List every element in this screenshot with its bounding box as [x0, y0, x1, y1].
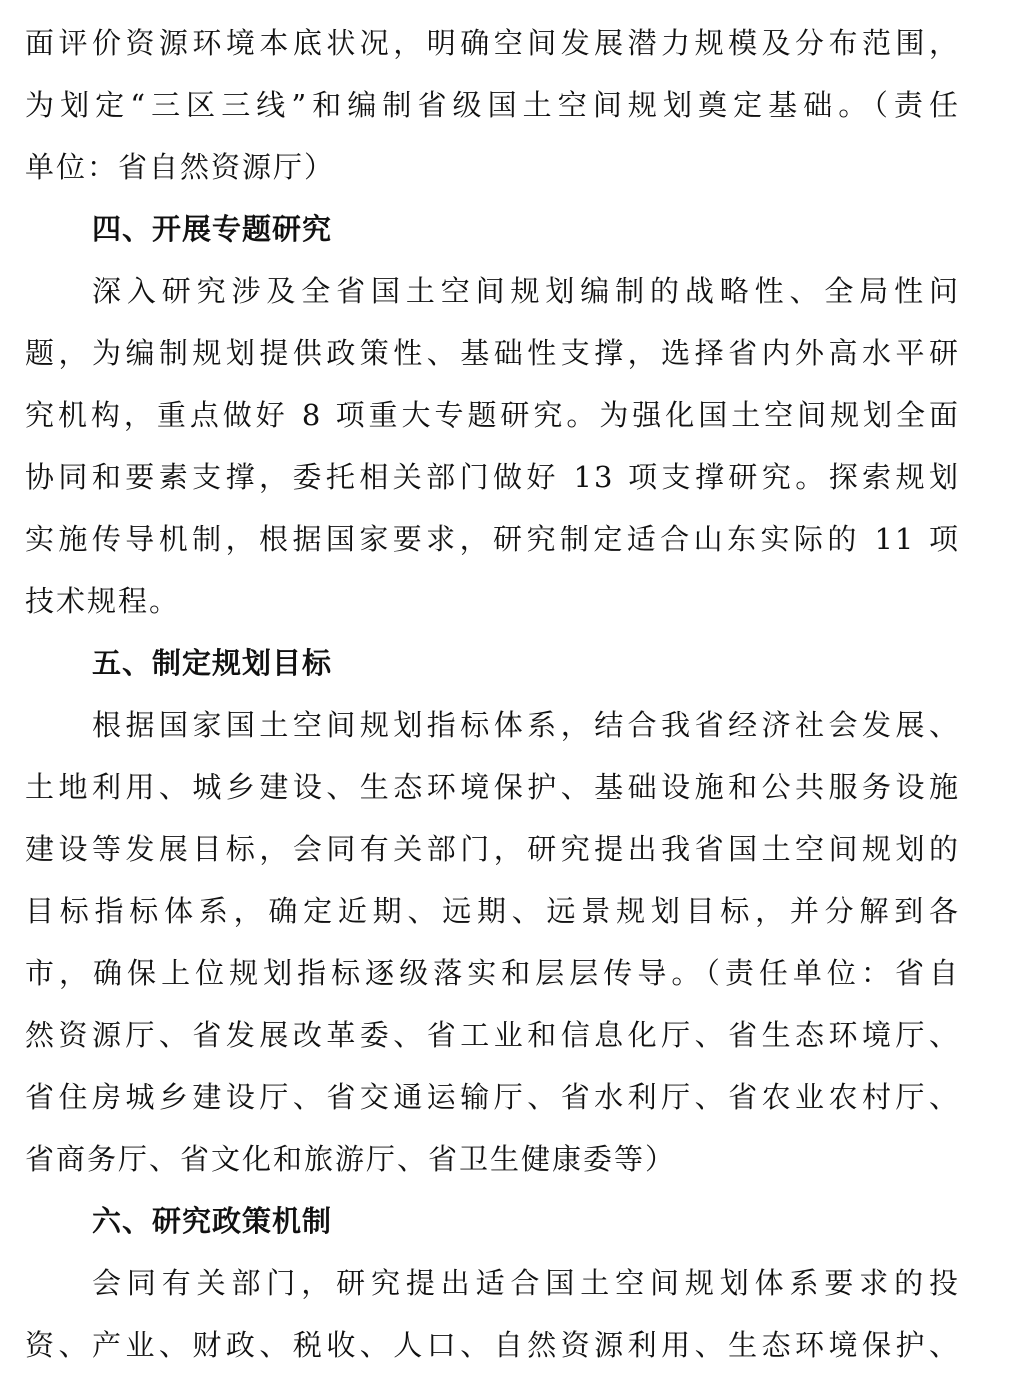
- paragraph-line: 为划定“三区三线”和编制省级国土空间规划奠定基础。（责任: [25, 88, 960, 122]
- paragraph-line: 建设等发展目标，会同有关部门，研究提出我省国土空间规划的: [25, 832, 960, 866]
- paragraph-line: 技术规程。: [25, 584, 181, 618]
- section-heading-5: 五、制定规划目标: [92, 646, 333, 680]
- paragraph-line: 省住房城乡建设厅、省交通运输厅、省水利厅、省农业农村厅、: [25, 1080, 960, 1114]
- paragraph-line: 题，为编制规划提供政策性、基础性支撑，选择省内外高水平研: [25, 336, 960, 370]
- paragraph-line: 协同和要素支撑，委托相关部门做好 13 项支撑研究。探索规划: [25, 460, 960, 494]
- section-heading-6: 六、研究政策机制: [92, 1204, 333, 1238]
- paragraph-line: 目标指标体系，确定近期、远期、远景规划目标，并分解到各: [25, 894, 960, 928]
- paragraph-line: 根据国家国土空间规划指标体系，结合我省经济社会发展、: [92, 708, 960, 742]
- paragraph-line: 会同有关部门，研究提出适合国土空间规划体系要求的投: [92, 1266, 960, 1300]
- paragraph-line: 省商务厅、省文化和旅游厅、省卫生健康委等）: [25, 1142, 677, 1176]
- paragraph-line: 实施传导机制，根据国家要求，研究制定适合山东实际的 11 项: [25, 522, 960, 556]
- paragraph-line: 然资源厅、省发展改革委、省工业和信息化厅、省生态环境厅、: [25, 1018, 960, 1052]
- paragraph-line: 市，确保上位规划指标逐级落实和层层传导。（责任单位：省自: [25, 956, 960, 990]
- paragraph-line: 资、产业、财政、税收、人口、自然资源利用、生态环境保护、: [25, 1328, 960, 1362]
- paragraph-line: 深入研究涉及全省国土空间规划编制的战略性、全局性问: [92, 274, 960, 308]
- paragraph-line: 面评价资源环境本底状况，明确空间发展潜力规模及分布范围，: [25, 26, 960, 60]
- paragraph-line: 究机构，重点做好 8 项重大专题研究。为强化国土空间规划全面: [25, 398, 960, 432]
- section-heading-4: 四、开展专题研究: [92, 212, 333, 246]
- paragraph-line: 土地利用、城乡建设、生态环境保护、基础设施和公共服务设施: [25, 770, 960, 804]
- paragraph-line: 单位：省自然资源厅）: [25, 150, 336, 184]
